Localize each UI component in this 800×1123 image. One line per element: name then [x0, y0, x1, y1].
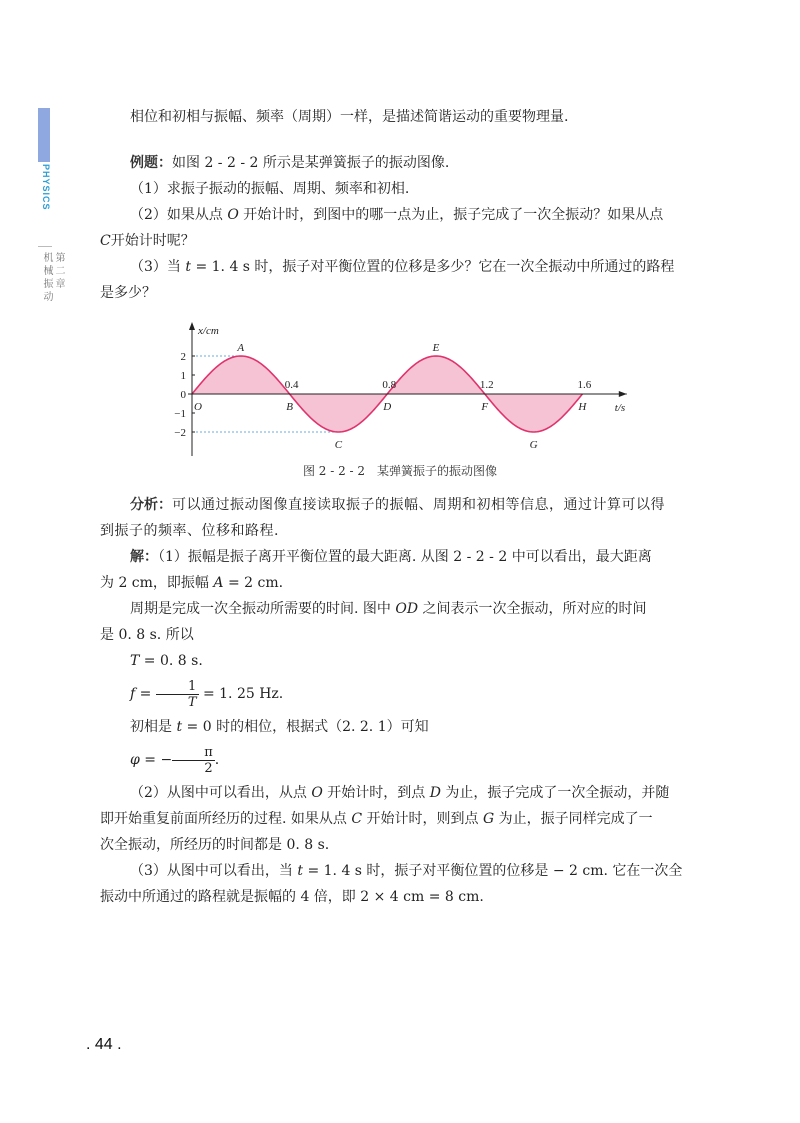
solution-text: （1）振幅是振子离开平衡位置的最大距离. 从图 2 - 2 - 2 中可以看出，最大距离: [158, 549, 652, 565]
answer-text: 为止，振子完成了一次全振动，并随: [440, 785, 670, 801]
answer-var: G: [482, 811, 495, 827]
analysis-text: 到振子的频率、位移和路程.: [100, 523, 279, 539]
analysis-line-1: [100, 492, 720, 518]
question-2: [100, 202, 720, 228]
equation-phi: [100, 740, 720, 780]
period-text: 周期是完成一次全振动所需要的时间. 图中: [130, 601, 396, 617]
page-number: . 44 .: [86, 1036, 122, 1053]
point-label-g: G: [529, 439, 538, 451]
fraction: [172, 745, 215, 776]
solution-var: A: [213, 575, 224, 591]
eq-var: T: [130, 653, 140, 669]
x-tick-label: 0.4: [284, 379, 299, 391]
q2-var: O: [227, 207, 239, 223]
analysis-line-2: [100, 518, 720, 544]
point-label-b: B: [286, 401, 293, 413]
q3-text: = 1. 4 s 时，振子对平衡位置的位移是多少？它在一次全振动中所通过的路程: [191, 259, 675, 275]
period-line-2: [100, 622, 720, 648]
eq-text: = 1. 25 Hz.: [198, 686, 284, 702]
y-axis-arrow: [189, 322, 195, 330]
chapter-number: 第二章: [53, 252, 64, 291]
phase-text: = 0 时的相位，根据式（2. 2. 1）可知: [182, 719, 429, 735]
example-heading: [100, 150, 720, 176]
q3-var: t: [185, 259, 191, 275]
point-label-h: H: [578, 401, 587, 413]
point-label-o: O: [194, 401, 202, 413]
q2-var: C: [100, 233, 111, 249]
q2-text: 开始计时呢？: [110, 233, 195, 249]
answer-text: 开始计时，则到点: [362, 811, 483, 827]
solution-1: [100, 544, 720, 570]
q2-text: （2）如果从点: [130, 207, 228, 223]
y-axis-label: x/cm: [198, 325, 219, 337]
phase-text: 初相是: [130, 719, 177, 735]
period-text: 是 0. 8 s. 所以: [100, 627, 194, 643]
eq-text: = 0. 8 s.: [139, 653, 203, 669]
eq-text: .: [214, 752, 220, 768]
example-text: 如图 2 - 2 - 2 所示是某弹簧振子的振动图像.: [172, 155, 450, 171]
solution-label: 解：: [130, 549, 158, 565]
answer-var: O: [311, 785, 323, 801]
solution-text: = 2 cm.: [223, 575, 284, 591]
intro-text: 相位和初相与振幅、频率（周期）一样，是描述简谐运动的重要物理量.: [130, 109, 569, 125]
phase-var: t: [176, 719, 183, 735]
sidebar-divider: [38, 246, 52, 247]
period-line-1: [100, 596, 720, 622]
question-2-cont: [100, 228, 720, 254]
fraction-denominator: 2: [204, 760, 213, 776]
answer-3-line-2: [100, 884, 720, 910]
point-label-a: A: [237, 342, 245, 354]
y-tick-label: −2: [174, 427, 186, 439]
y-tick-label: 0: [180, 389, 186, 401]
answer-text: 即开始重复前面所经历的过程. 如果从点: [100, 811, 352, 827]
answer-2-line-3: [100, 832, 720, 858]
x-axis-label: t/s: [614, 402, 626, 414]
x-tick-label: 1.2: [479, 379, 494, 391]
answer-var: t: [297, 863, 303, 879]
answer-text: 振动中所通过的路程就是振幅的 4 倍，即 2 × 4 cm = 8 cm.: [100, 889, 484, 905]
eq-var: φ: [130, 752, 140, 768]
question-1: [100, 176, 720, 202]
q3-text: 是多少？: [100, 285, 156, 301]
solution-text: 为 2 cm，即振幅: [100, 575, 214, 591]
sidebar-color-bar: [38, 108, 50, 162]
eq-text: =: [135, 686, 156, 702]
solution-content: [100, 492, 720, 910]
answer-var: D: [429, 785, 441, 801]
eq-text: = −: [139, 752, 173, 768]
point-label-f: F: [481, 401, 489, 413]
question-1-text: （1）求振子振动的振幅、周期、频率和初相.: [130, 181, 410, 197]
analysis-label: 分析：: [130, 497, 172, 513]
answer-text: （3）从图中可以看出，当: [130, 863, 298, 879]
q2-text: 开始计时，到图中的哪一点为止，振子完成了一次全振动？如果从点: [238, 207, 664, 223]
answer-text: = 1. 4 s 时，振子对平衡位置的位移是 − 2 cm. 它在一次全: [303, 863, 683, 879]
y-tick-label: 1: [180, 370, 186, 382]
equation-f: [100, 674, 720, 714]
answer-2-line-1: [100, 780, 720, 806]
question-3: [100, 254, 720, 280]
fraction: [156, 679, 199, 710]
fraction-numerator: π: [172, 745, 215, 761]
answer-text: 开始计时，到点: [322, 785, 430, 801]
answer-3-line-1: [100, 858, 720, 884]
vibration-graph: [170, 316, 660, 466]
question-3-cont: [100, 280, 720, 306]
analysis-text: 可以通过振动图像直接读取振子的振幅、周期和初相等信息，通过计算可以得: [172, 497, 665, 513]
fraction-denominator: T: [187, 694, 197, 710]
sidebar-brand: PHYSICS: [41, 164, 51, 211]
example-label: 例题：: [130, 155, 172, 171]
figure-caption: 图 2 - 2 - 2 某弹簧振子的振动图像: [302, 464, 498, 478]
intro-paragraph: [100, 104, 720, 130]
period-var: OD: [395, 601, 419, 617]
equation-T: [100, 648, 720, 674]
point-label-d: D: [383, 401, 392, 413]
y-tick-label: −1: [174, 408, 186, 420]
y-tick-label: 2: [180, 351, 186, 363]
x-tick-label: 1.6: [577, 379, 592, 391]
period-text: 之间表示一次全振动，所对应的时间: [418, 601, 647, 617]
eq-var: f: [130, 686, 136, 702]
sidebar-chapter: [40, 252, 64, 304]
answer-text: （2）从图中可以看出，从点: [130, 785, 312, 801]
chapter-title: 机械振动: [41, 252, 52, 304]
x-axis-arrow: [619, 391, 627, 397]
answer-2-line-2: [100, 806, 720, 832]
phase-line: [100, 714, 720, 740]
point-label-e: E: [432, 342, 440, 354]
answer-var: C: [351, 811, 363, 827]
x-tick-label: 0.8: [382, 379, 397, 391]
q3-text: （3）当: [130, 259, 186, 275]
answer-text: 次全振动，所经历的时间都是 0. 8 s.: [100, 837, 330, 853]
answer-text: 为止，振子同样完成了一: [494, 811, 653, 827]
fraction-numerator: 1: [156, 679, 199, 695]
solution-1-cont: [100, 570, 720, 596]
point-label-c: C: [334, 439, 343, 451]
page-content: [100, 104, 720, 306]
